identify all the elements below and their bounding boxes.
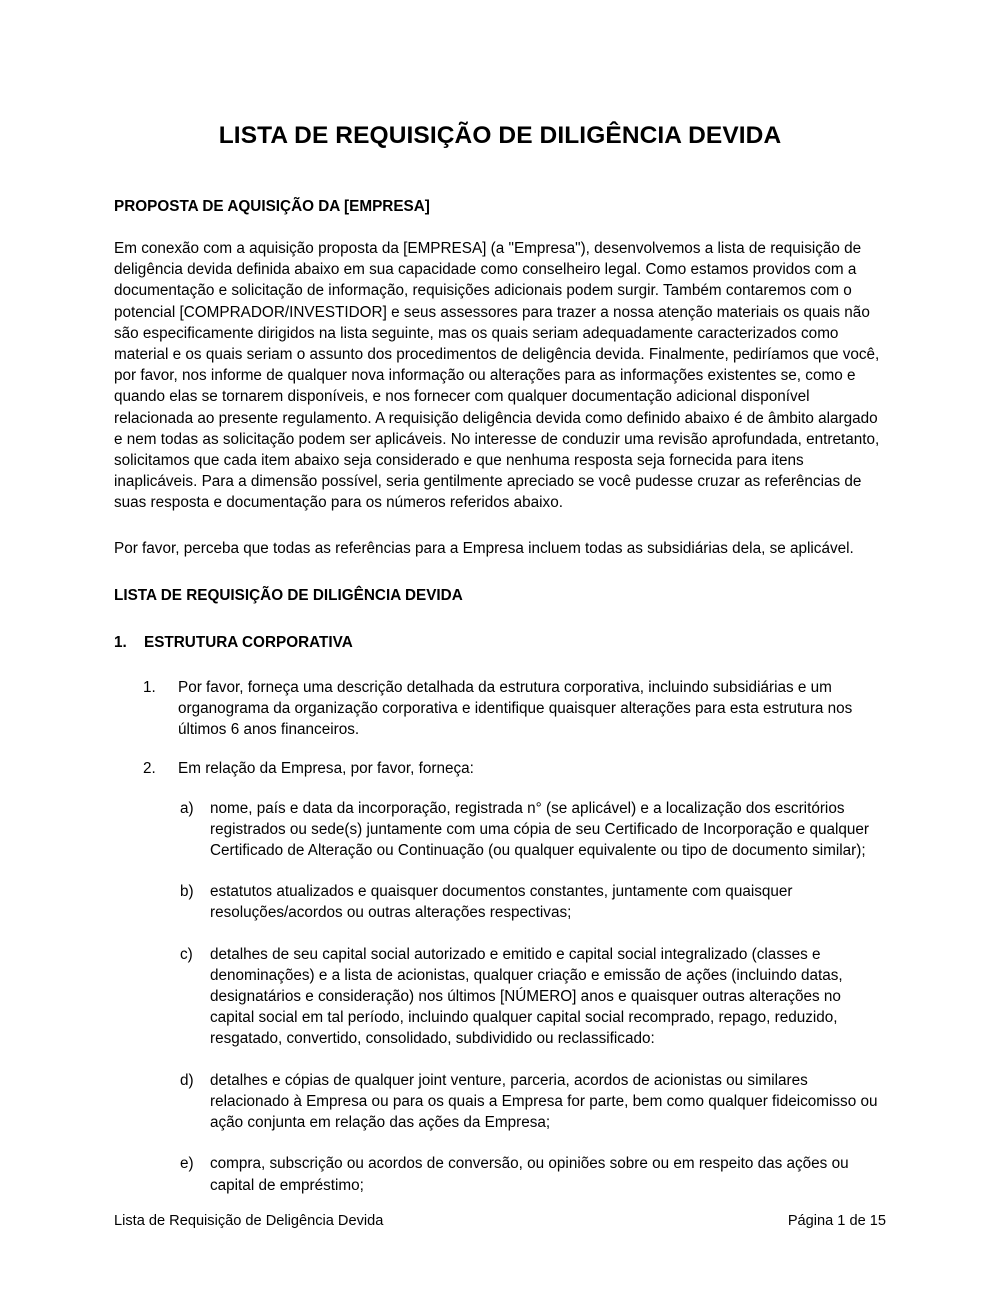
list-item [114, 1153, 886, 1195]
list-item-text: detalhes de seu capital social autorizado e emitido e capital social integralizado (classes e denominações) e a lista de acionistas, qualquer criação e emissão de ações (incluindo datas, designatários e consideração) nos últimos [NÚMERO] anos e quaisquer outras alterações no capital social em tal período, incluindo qualquer capital social recomprado, repago, reduzido, resgatado, convertido, consolidado, subdividido ou reclassificado: [210, 945, 843, 1048]
list-item-marker: 1. [143, 678, 156, 696]
section-title: ESTRUTURA CORPORATIVA [144, 633, 353, 651]
page-title: LISTA DE REQUISIÇÃO DE DILIGÊNCIA DEVIDA [218, 122, 782, 150]
spacer [114, 559, 886, 585]
page-footer [114, 1211, 886, 1231]
spacer [114, 653, 886, 677]
list-item [114, 677, 886, 741]
spacer [114, 780, 886, 798]
document-body [114, 196, 886, 1196]
spacer [114, 606, 886, 632]
list-item-marker: e) [180, 1155, 194, 1173]
list-item-marker: 2. [143, 760, 156, 778]
footer-document-name: Lista de Requisição de Deligência Devida [114, 1213, 384, 1229]
section-number: 1. [114, 633, 127, 651]
list-item-text: Em relação da Empresa, por favor, forneça: [178, 760, 474, 778]
list-item-marker: d) [180, 1071, 194, 1089]
note-paragraph: Por favor, perceba que todas as referências para a Empresa incluem todas as subsidiárias dela, se aplicável. [114, 539, 854, 557]
list-item [114, 1070, 886, 1134]
list-item-marker: c) [180, 945, 193, 963]
section-heading-1 [114, 632, 886, 653]
list-item [114, 798, 886, 862]
intro-paragraph: Em conexão com a aquisição proposta da [EMPRESA] (a "Empresa"), desenvolvemos a lista de requisição de deligência devida definida abaixo em sua capacidade como conselheiro legal. Como estamos providos com a documentação e solicitação de informação, requisições adicionais podem surgir. Também contaremos com o potencial [COMPRADOR/INVESTIDOR] e seus assessores para trazer a nossa atenção materiais os quais não são especificamente dirigidos na lista seguinte, mas os quais seriam adequadamente caracterizados como material e os quais seriam o assunto dos procedimentos de deligência devida. Finalmente, pediríamos que você, por favor, nos informe de qualquer nova informação ou alterações para as informações existentes se, como e quando elas se tornarem disponíveis, e nos fornecer com qualquer documentação adicional disponível relacionada ao presente regulamento. A requisição deligência devida como definido abaixo é de âmbito alargado e nem todas as solicitação podem ser aplicáveis. No interesse de conduzir uma revisão aprofundada, entretanto, solicitamos que cada item abaixo seja considerado e que nenhuma resposta seja fornecida para itens inaplicáveis. Para a dimensão possível, seria gentilmente apreciado se você pudesse cruzar as referências de suas resposta e documentação para os números referidos abaixo. [114, 240, 880, 512]
list-item [114, 944, 886, 1050]
list-item-text: compra, subscrição ou acordos de conversão, ou opiniões sobre ou em respeito das ações ou capital de empréstimo; [210, 1155, 849, 1194]
subject-heading: PROPOSTA DE AQUISIÇÃO DA [EMPRESA] [114, 198, 430, 215]
list-item-text: detalhes e cópias de qualquer joint venture, parceria, acordos de acionistas ou similares relacionado à Empresa ou para os quais a Empresa for parte, bem como qualquer fideicomisso ou ação conjunta em relação das ações da Empresa; [210, 1071, 878, 1132]
list-item-text: estatutos atualizados e quaisquer documentos constantes, juntamente com quaisquer resoluções/acordos ou outras alterações respectivas; [210, 883, 793, 922]
list-item-marker: b) [180, 883, 194, 901]
list-item-text: nome, país e data da incorporação, registrada n° (se aplicável) e a localização dos escritórios registrados ou sede(s) juntamente com uma cópia de seu Certificado de Incorporação e qualquer Certificado de Alteração ou Continuação (ou qualquer equivalente ou tipo de documento similar); [210, 799, 869, 860]
list-item [114, 758, 886, 779]
list-item [114, 881, 886, 923]
spacer [114, 217, 886, 238]
lettered-sublist [114, 798, 886, 1196]
footer-page-number: Página 1 de 15 [787, 1213, 886, 1229]
list-item-marker: a) [180, 799, 194, 817]
list-item-text: Por favor, forneça uma descrição detalhada da estrutura corporativa, incluindo subsidiárias e um organograma da organização corporativa e identifique quaisquer alterações para esta estrutura nos últimos 6 anos financeiros. [178, 678, 853, 739]
numbered-list [114, 677, 886, 780]
list-heading: LISTA DE REQUISIÇÃO DE DILIGÊNCIA DEVIDA [114, 586, 463, 604]
spacer [114, 514, 886, 538]
